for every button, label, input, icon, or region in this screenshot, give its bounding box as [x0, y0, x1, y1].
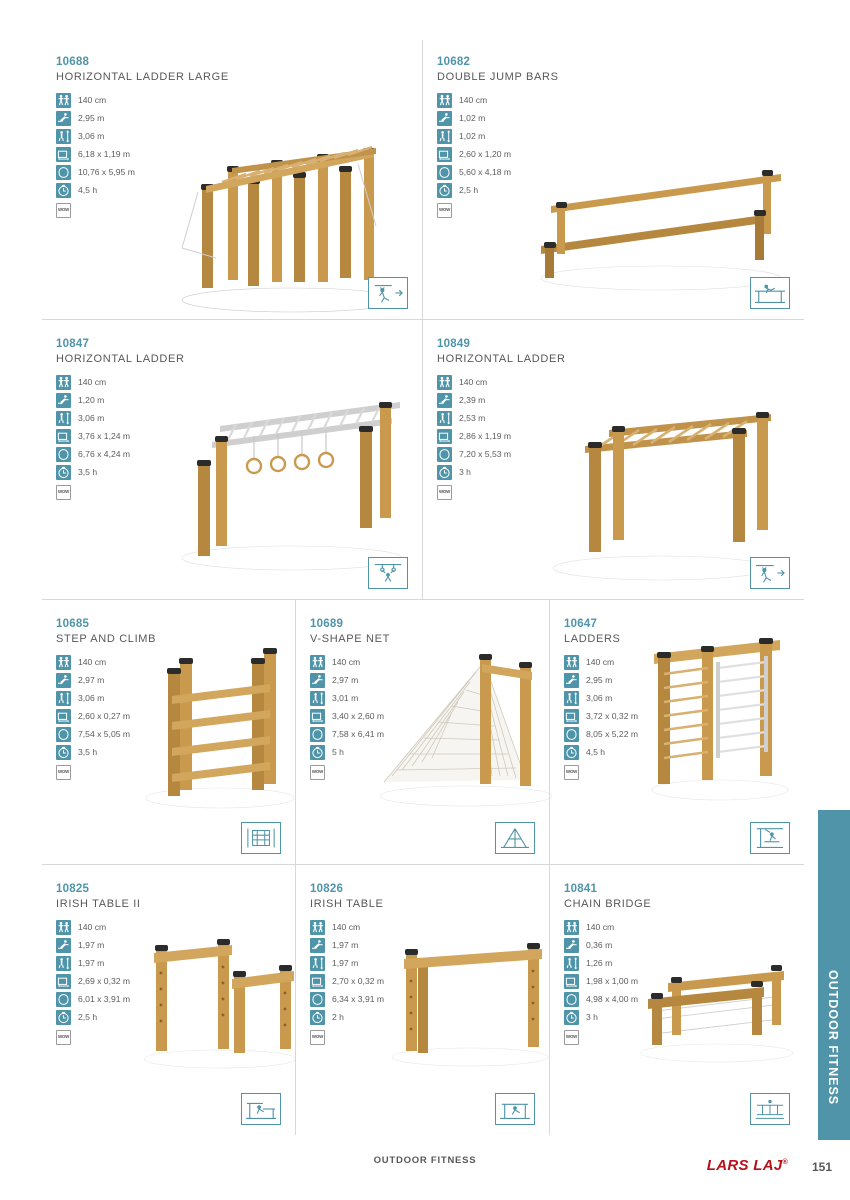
critical-fall-height-icon [56, 691, 71, 706]
irish-table-pictogram [241, 1093, 281, 1125]
safety-area-icon [564, 727, 579, 742]
spec-row [310, 991, 535, 1007]
spec-row [56, 182, 408, 198]
spec-value: 140 cm [78, 94, 107, 105]
spec-row [564, 973, 790, 989]
spec-list [437, 374, 790, 480]
spec-row [56, 164, 408, 180]
spec-value: 140 cm [78, 656, 107, 667]
product-card-10825[interactable] [42, 865, 296, 1135]
wow-badge-label: WOW [57, 769, 70, 775]
spec-row [437, 164, 790, 180]
spec-value: 5 h [331, 746, 344, 757]
spec-row [437, 428, 790, 444]
parallel-bars-pictogram [750, 277, 790, 309]
spec-row [310, 1009, 535, 1025]
spec-value: 2,70 x 0,32 m [331, 975, 385, 986]
wow-badge [56, 1030, 71, 1045]
dimensions-icon [564, 974, 579, 989]
spec-value: 140 cm [459, 376, 488, 387]
installation-time-icon [437, 183, 452, 198]
spec-value: 1,98 x 1,00 m [585, 975, 639, 986]
wow-badge [56, 203, 71, 218]
spec-row [56, 128, 408, 144]
spec-row [56, 446, 408, 462]
section-side-tab-label: OUTDOOR FITNESS [826, 970, 840, 1106]
equipment-height-icon [437, 111, 452, 126]
spec-row [310, 690, 535, 706]
spec-value: 7,20 x 5,53 m [459, 448, 512, 459]
spec-row [56, 991, 281, 1007]
wow-badge [310, 765, 325, 780]
safety-area-icon [56, 447, 71, 462]
spec-value: 6,34 x 3,91 m [331, 993, 385, 1004]
spec-row [56, 654, 281, 670]
product-code: 10682 [437, 56, 471, 68]
critical-fall-height-icon [437, 411, 452, 426]
equipment-height-icon [56, 938, 71, 953]
spec-value: 2,95 m [585, 674, 613, 685]
spec-row [56, 937, 281, 953]
spec-row [310, 973, 535, 989]
dimensions-icon [56, 709, 71, 724]
spec-value: 140 cm [78, 376, 107, 387]
equipment-height-icon [437, 393, 452, 408]
equipment-height-icon [564, 673, 579, 688]
fall-height-icon [310, 920, 325, 935]
spec-row [310, 708, 535, 724]
spec-value: 2,5 h [78, 1011, 98, 1022]
equipment-height-icon [310, 673, 325, 688]
spec-value: 2 h [331, 1011, 344, 1022]
safety-area-icon [310, 992, 325, 1007]
wow-badge [564, 765, 579, 780]
spec-value: 8,05 x 5,22 m [585, 728, 639, 739]
critical-fall-height-icon [310, 691, 325, 706]
spec-list [56, 92, 408, 198]
wow-badge-label: WOW [438, 489, 451, 495]
rings-hanging-pictogram [368, 557, 408, 589]
hanging-person-pictogram [750, 557, 790, 589]
spec-value: 140 cm [585, 921, 615, 932]
spec-value: 1,20 m [78, 394, 105, 405]
installation-time-icon [564, 745, 579, 760]
spec-row [56, 955, 281, 971]
spec-row [564, 708, 790, 724]
spec-row [437, 128, 790, 144]
spec-row [56, 973, 281, 989]
spec-value: 2,69 x 0,32 m [78, 975, 131, 986]
dimensions-icon [56, 974, 71, 989]
product-row [42, 865, 804, 1135]
irish-table-pictogram [495, 1093, 535, 1125]
spec-value: 3,72 x 0,32 m [585, 710, 639, 721]
safety-area-icon [56, 992, 71, 1007]
footer-title: OUTDOOR FITNESS [373, 1155, 477, 1166]
wow-badge-label: WOW [57, 1034, 70, 1040]
product-name: DOUBLE JUMP BARS [437, 71, 559, 83]
wow-badge-label: WOW [311, 769, 324, 775]
dimensions-icon [437, 147, 452, 162]
critical-fall-height-icon [437, 129, 452, 144]
spec-row [310, 919, 535, 935]
fall-height-icon [310, 655, 325, 670]
spec-value: 4,5 h [78, 184, 98, 195]
v-net-pictogram [495, 822, 535, 854]
spec-list [310, 919, 535, 1025]
product-name: CHAIN BRIDGE [563, 898, 652, 910]
spec-row [56, 672, 281, 688]
spec-value: 2,5 h [459, 184, 479, 195]
product-row [42, 600, 804, 865]
spec-row [56, 428, 408, 444]
critical-fall-height-icon [56, 956, 71, 971]
equipment-height-icon [56, 393, 71, 408]
product-row [42, 320, 804, 600]
product-card-10685[interactable] [42, 600, 296, 865]
spec-row [56, 110, 408, 126]
product-code: 10685 [56, 618, 90, 630]
ladder-frame-pictogram [241, 822, 281, 854]
spec-value: 3 h [459, 466, 471, 477]
brand-logo [707, 1157, 788, 1174]
installation-time-icon [310, 745, 325, 760]
fall-height-icon [437, 375, 452, 390]
spec-row [56, 708, 281, 724]
product-code: 10688 [56, 56, 90, 68]
spec-value: 2,95 m [78, 112, 105, 123]
critical-fall-height-icon [310, 956, 325, 971]
product-code: 10647 [563, 618, 598, 630]
safety-area-icon [437, 165, 452, 180]
spec-value: 2,60 x 1,20 m [459, 148, 512, 159]
product-name: LADDERS [563, 633, 621, 645]
spec-value: 3,40 x 2,60 m [331, 710, 385, 721]
spec-row [437, 182, 790, 198]
fall-height-icon [56, 93, 71, 108]
dimensions-icon [437, 429, 452, 444]
installation-time-icon [56, 183, 71, 198]
wow-badge-label: WOW [311, 1034, 324, 1040]
spec-value: 2,39 m [459, 394, 486, 405]
fall-height-icon [437, 93, 452, 108]
climbing-ladder-pictogram [750, 822, 790, 854]
spec-row [437, 410, 790, 426]
fall-height-icon [564, 655, 579, 670]
product-name: STEP AND CLIMB [56, 633, 157, 645]
spec-row [310, 672, 535, 688]
spec-row [564, 654, 790, 670]
spec-value: 2,97 m [331, 674, 359, 685]
dimensions-icon [310, 974, 325, 989]
wow-badge-label: WOW [565, 769, 578, 775]
spec-row [310, 726, 535, 742]
critical-fall-height-icon [56, 411, 71, 426]
spec-value: 4,98 x 4,00 m [585, 993, 639, 1004]
wow-badge-label: WOW [57, 489, 70, 495]
spec-value: 6,01 x 3,91 m [78, 993, 131, 1004]
spec-row [310, 654, 535, 670]
spec-value: 2,97 m [78, 674, 105, 685]
dimensions-icon [310, 709, 325, 724]
installation-time-icon [56, 1010, 71, 1025]
spec-value: 3,76 x 1,24 m [78, 430, 131, 441]
product-card-10847[interactable] [42, 320, 423, 600]
installation-time-icon [56, 745, 71, 760]
spec-row [564, 672, 790, 688]
spec-row [56, 392, 408, 408]
spec-value: 10,76 x 5,95 m [78, 166, 135, 177]
fall-height-icon [564, 920, 579, 935]
spec-value: 1,97 m [78, 957, 105, 968]
spec-value: 1,97 m [78, 939, 105, 950]
spec-list [310, 654, 535, 760]
installation-time-icon [437, 465, 452, 480]
page-number: 151 [811, 1160, 832, 1174]
product-name: V-SHAPE NET [309, 633, 390, 645]
product-code: 10849 [437, 338, 471, 350]
spec-list [564, 654, 790, 760]
product-card-10841[interactable] [550, 865, 804, 1135]
fall-height-icon [56, 920, 71, 935]
wow-badge [437, 485, 452, 500]
product-row [42, 40, 804, 320]
spec-row [56, 410, 408, 426]
brand-registered-mark: ® [782, 1159, 788, 1166]
spec-row [437, 464, 790, 480]
spec-list [437, 92, 790, 198]
spec-value: 140 cm [459, 94, 488, 105]
critical-fall-height-icon [564, 956, 579, 971]
safety-area-icon [437, 447, 452, 462]
product-code: 10841 [563, 883, 598, 895]
safety-area-icon [564, 992, 579, 1007]
spec-value: 140 cm [331, 921, 361, 932]
product-name: IRISH TABLE [309, 898, 384, 910]
spec-row [56, 92, 408, 108]
equipment-height-icon [56, 673, 71, 688]
spec-row [437, 146, 790, 162]
installation-time-icon [310, 1010, 325, 1025]
spec-value: 3,06 m [78, 692, 105, 703]
fall-height-icon [56, 375, 71, 390]
spec-row [56, 146, 408, 162]
product-card-10826[interactable] [296, 865, 550, 1135]
product-code: 10689 [309, 618, 344, 630]
section-side-tab [818, 810, 850, 1140]
spec-value: 3,01 m [331, 692, 359, 703]
spec-value: 7,54 x 5,05 m [78, 728, 131, 739]
spec-row [564, 937, 790, 953]
installation-time-icon [564, 1010, 579, 1025]
spec-row [564, 955, 790, 971]
spec-row [564, 690, 790, 706]
spec-row [56, 690, 281, 706]
hanging-person-pictogram [368, 277, 408, 309]
spec-row [564, 744, 790, 760]
wow-badge [56, 765, 71, 780]
spec-value: 2,53 m [459, 412, 486, 423]
critical-fall-height-icon [564, 691, 579, 706]
spec-row [564, 919, 790, 935]
spec-value: 5,60 x 4,18 m [459, 166, 512, 177]
spec-list [56, 374, 408, 480]
spec-value: 4,5 h [585, 746, 606, 757]
equipment-height-icon [56, 111, 71, 126]
spec-value: 140 cm [78, 921, 107, 932]
spec-value: 6,18 x 1,19 m [78, 148, 131, 159]
product-name: HORIZONTAL LADDER LARGE [56, 71, 229, 83]
product-code: 10825 [56, 883, 90, 895]
spec-row [56, 1009, 281, 1025]
critical-fall-height-icon [56, 129, 71, 144]
spec-row [564, 726, 790, 742]
spec-value: 6,76 x 4,24 m [78, 448, 131, 459]
wow-badge-label: WOW [57, 207, 70, 213]
dimensions-icon [56, 147, 71, 162]
wow-badge-label: WOW [565, 1034, 578, 1040]
dimensions-icon [564, 709, 579, 724]
spec-value: 3,06 m [78, 130, 105, 141]
spec-row [310, 744, 535, 760]
product-grid [42, 40, 804, 1135]
wow-badge-label: WOW [438, 207, 451, 213]
wow-badge [437, 203, 452, 218]
spec-value: 3,5 h [78, 466, 98, 477]
installation-time-icon [56, 465, 71, 480]
spec-value: 140 cm [585, 656, 615, 667]
product-card-10689[interactable] [296, 600, 550, 865]
fall-height-icon [56, 655, 71, 670]
equipment-height-icon [310, 938, 325, 953]
spec-row [437, 374, 790, 390]
spec-value: 2,60 x 0,27 m [78, 710, 131, 721]
spec-value: 2,86 x 1,19 m [459, 430, 512, 441]
product-name: IRISH TABLE II [56, 898, 141, 910]
spec-row [564, 991, 790, 1007]
spec-list [56, 654, 281, 760]
safety-area-icon [56, 727, 71, 742]
spec-value: 1,02 m [459, 130, 486, 141]
product-card-10688[interactable] [42, 40, 423, 320]
spec-row [310, 937, 535, 953]
spec-row [437, 110, 790, 126]
spec-row [56, 464, 408, 480]
wow-badge [564, 1030, 579, 1045]
product-card-10647[interactable] [550, 600, 804, 865]
spec-list [56, 919, 281, 1025]
spec-value: 1,97 m [331, 939, 359, 950]
wow-badge [310, 1030, 325, 1045]
spec-value: 1,02 m [459, 112, 486, 123]
chain-bridge-pictogram [750, 1093, 790, 1125]
product-code: 10826 [309, 883, 344, 895]
product-name: HORIZONTAL LADDER [437, 353, 566, 365]
safety-area-icon [310, 727, 325, 742]
product-card-10682[interactable] [423, 40, 804, 320]
spec-value: 3,06 m [78, 412, 105, 423]
brand-logo-text: LARS LAJ [706, 1157, 783, 1174]
product-card-10849[interactable] [423, 320, 804, 600]
wow-badge [56, 485, 71, 500]
spec-row [310, 955, 535, 971]
spec-value: 140 cm [331, 656, 361, 667]
product-name: HORIZONTAL LADDER [56, 353, 185, 365]
spec-row [437, 392, 790, 408]
spec-row [56, 726, 281, 742]
spec-row [437, 92, 790, 108]
spec-value: 3,5 h [78, 746, 98, 757]
safety-area-icon [56, 165, 71, 180]
spec-value: 1,26 m [585, 957, 613, 968]
spec-row [56, 919, 281, 935]
spec-row [437, 446, 790, 462]
equipment-height-icon [564, 938, 579, 953]
product-code: 10847 [56, 338, 90, 350]
spec-value: 7,58 x 6,41 m [331, 728, 385, 739]
spec-list [564, 919, 790, 1025]
spec-row [56, 744, 281, 760]
spec-value: 0,36 m [585, 939, 613, 950]
spec-row [564, 1009, 790, 1025]
spec-row [56, 374, 408, 390]
spec-value: 3,06 m [585, 692, 613, 703]
dimensions-icon [56, 429, 71, 444]
spec-value: 3 h [585, 1011, 598, 1022]
spec-value: 1,97 m [331, 957, 359, 968]
